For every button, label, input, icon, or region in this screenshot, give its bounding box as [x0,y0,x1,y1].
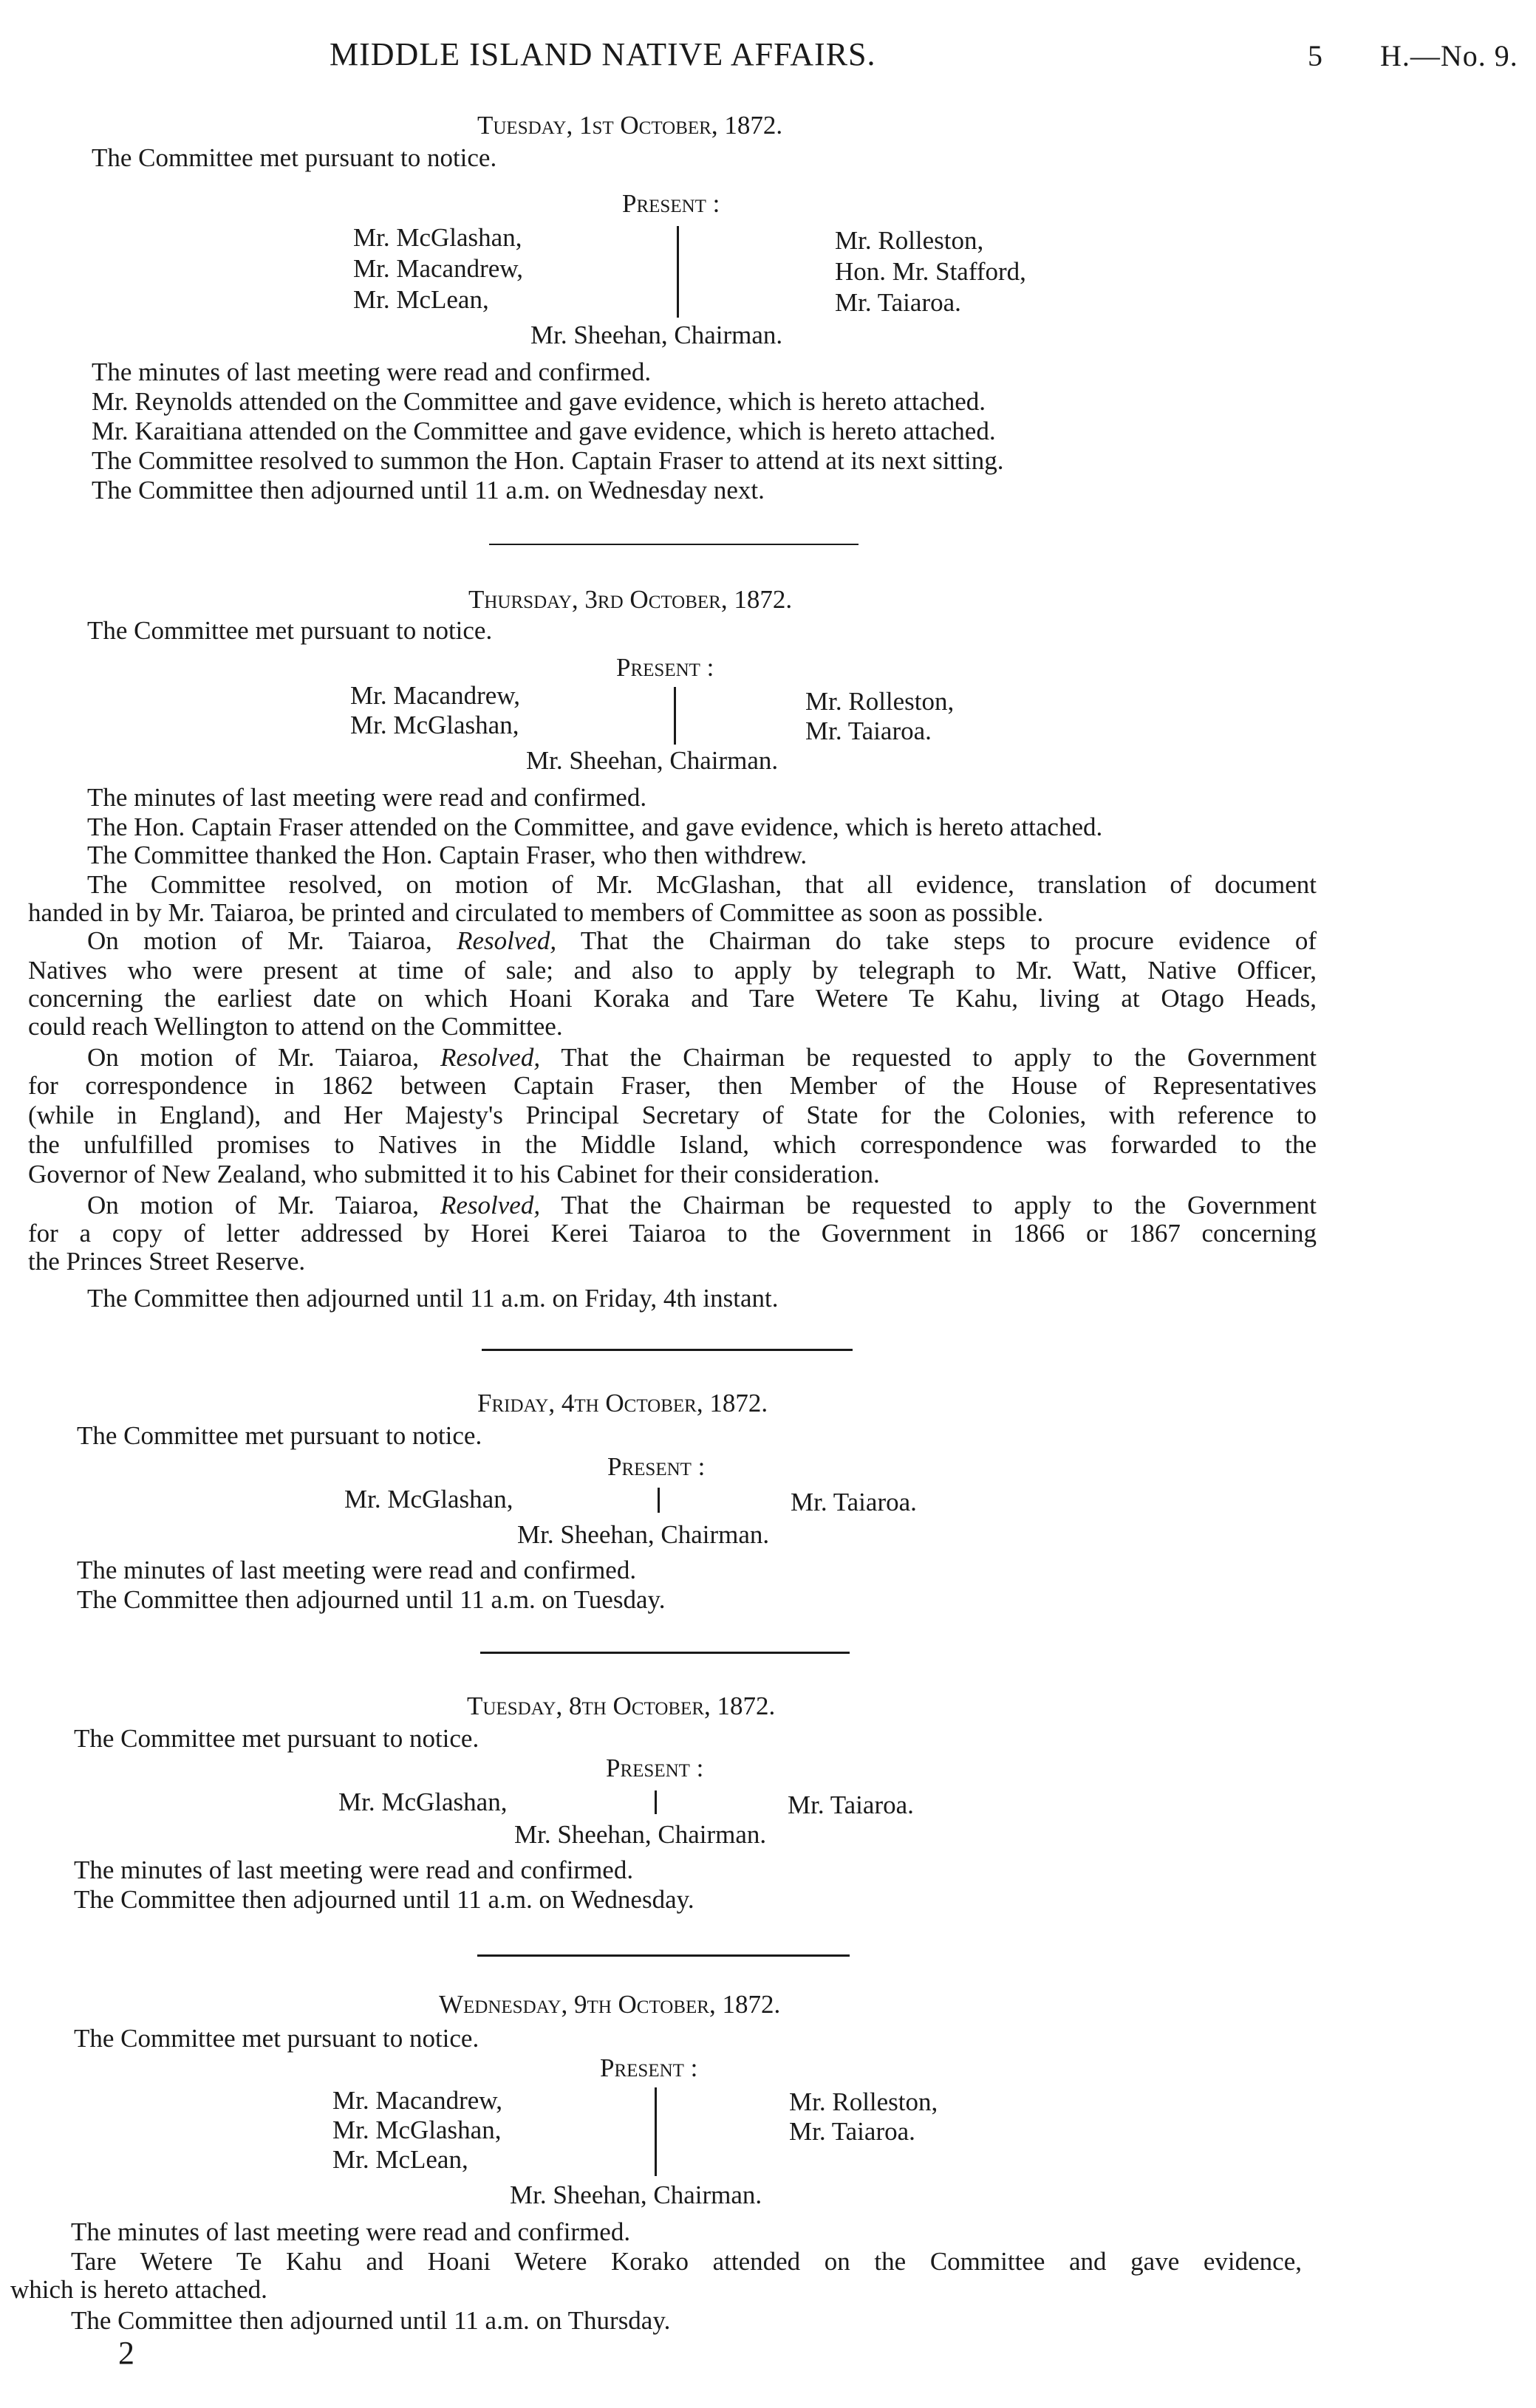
minute-line: The Committee resolved to summon the Hon. Captain Fraser to attend at its next sitting. [92,446,1004,475]
attendee-divider [658,1488,660,1513]
section-divider [477,1954,850,1957]
attendee-right: Mr. Taiaroa. [791,1488,917,1516]
minute-line: could reach Wellington to attend on the Committee. [28,1012,563,1041]
resolution-lead [87,1043,1317,1073]
attendee-right: Mr. Taiaroa. [788,1790,914,1819]
resolution-prefix: On motion of Mr. Taiaroa, [87,1191,441,1220]
present-label: Present : [622,189,720,218]
attendee-right: Mr. Taiaroa. [805,716,932,745]
resolution-suffix: That the Chairman be requested to apply to the Government [540,1043,1317,1072]
minute-line: concerning the earliest date on which Hoani Koraka and Tare Wetere Te Kahu, living at Otago Heads, [28,984,1317,1013]
attendee-left: Mr. Macandrew, [350,681,521,710]
attendee-left: Mr. McGlashan, [332,2115,502,2144]
minute-line: Tare Wetere Te Kahu and Hoani Wetere Korako attended on the Committee and gave evidence, [71,2247,1302,2276]
attendee-right: Mr. Rolleston, [805,687,955,716]
attendee-left: Mr. McGlashan, [353,223,522,252]
meeting-intro: The Committee met pursuant to notice. [77,1421,482,1450]
minute-line: The Committee then adjourned until 11 a.m. on Thursday. [71,2306,671,2335]
attendee-divider [677,226,679,318]
attendee-left: Mr. McGlashan, [338,1788,508,1816]
resolution-prefix: On motion of Mr. Taiaroa, [87,1043,441,1072]
resolution-prefix: On motion of Mr. Taiaroa, [87,926,457,955]
minute-line: Mr. Reynolds attended on the Committee and gave evidence, which is hereto attached. [92,387,986,416]
present-label: Present : [600,2053,698,2082]
attendee-left: Mr. McLean, [353,285,489,314]
attendee-divider [655,2087,657,2176]
section-divider [480,1652,850,1654]
signature-mark: 2 [118,2335,134,2371]
minute-line: The Committee then adjourned until 11 a.m. on Wednesday next. [92,476,765,504]
meeting-intro: The Committee met pursuant to notice. [87,616,493,645]
chairman: Mr. Sheehan, Chairman. [530,321,783,349]
meeting-date: Tuesday, 1st October, 1872. [477,111,783,140]
chairman: Mr. Sheehan, Chairman. [526,746,779,775]
meeting-date: Friday, 4th October, 1872. [477,1389,768,1417]
minute-line: handed in by Mr. Taiaroa, be printed and circulated to members of Committee as soon as possible. [28,898,1044,927]
section-divider [482,1349,853,1351]
meeting-date: Wednesday, 9th October, 1872. [439,1990,781,2019]
minute-line: Mr. Karaitiana attended on the Committee and gave evidence, which is hereto attached. [92,417,996,445]
present-label: Present : [607,1452,706,1481]
attendee-right: Mr. Taiaroa. [835,288,961,317]
minute-line: The minutes of last meeting were read and confirmed. [71,2217,631,2246]
attendee-left: Mr. McGlashan, [344,1485,513,1513]
meeting-intro: The Committee met pursuant to notice. [74,1724,479,1753]
document-reference: H.—No. 9. [1380,39,1518,72]
minute-line: The minutes of last meeting were read and confirmed. [87,783,647,812]
minute-line: The Committee thanked the Hon. Captain Fraser, who then withdrew. [87,841,808,869]
minute-line: for a copy of letter addressed by Horei Kerei Taiaroa to the Government in 1866 or 1867 concerning [28,1219,1317,1248]
present-label: Present : [606,1754,704,1782]
resolution-lead [87,1191,1317,1220]
attendee-divider [655,1790,657,1814]
present-label: Present : [616,653,714,682]
chairman: Mr. Sheehan, Chairman. [514,1820,767,1849]
attendee-right: Hon. Mr. Stafford, [835,257,1026,286]
attendee-left: Mr. McGlashan, [350,711,519,739]
attendee-left: Mr. McLean, [332,2145,468,2174]
meeting-date: Tuesday, 8th October, 1872. [467,1692,776,1720]
minute-line: the Princes Street Reserve. [28,1247,306,1276]
attendee-divider [674,687,676,745]
chairman: Mr. Sheehan, Chairman. [517,1520,770,1549]
minute-line: The Hon. Captain Fraser attended on the Committee, and gave evidence, which is hereto attached. [87,813,1103,841]
chairman: Mr. Sheehan, Chairman. [510,2180,762,2209]
minute-line: The minutes of last meeting were read and confirmed. [92,358,652,386]
resolved-emphasis: Resolved, [440,1191,541,1220]
minute-line: Governor of New Zealand, who submitted it to his Cabinet for their consideration. [28,1160,880,1188]
resolution-suffix: That the Chairman do take steps to procure evidence of [556,926,1317,955]
minute-line: which is hereto attached. [10,2275,267,2304]
meeting-intro: The Committee met pursuant to notice. [92,143,497,172]
page-number: 5 [1308,39,1323,72]
minute-line: The minutes of last meeting were read and confirmed. [77,1556,637,1584]
attendee-right: Mr. Rolleston, [835,226,984,255]
page-title: MIDDLE ISLAND NATIVE AFFAIRS. [330,36,876,72]
attendee-left: Mr. Macandrew, [353,254,524,283]
minute-line: (while in England), and Her Majesty's Principal Secretary of State for the Colonies, with reference to [28,1101,1317,1129]
minute-line: The Committee then adjourned until 11 a.m. on Friday, 4th instant. [87,1284,779,1313]
section-divider [489,544,859,545]
attendee-right: Mr. Rolleston, [789,2087,938,2116]
resolved-emphasis: Resolved, [457,926,557,955]
attendee-left: Mr. Macandrew, [332,2086,503,2115]
minute-line: The Committee then adjourned until 11 a.m. on Tuesday. [77,1585,666,1614]
minute-line: The Committee then adjourned until 11 a.m. on Wednesday. [74,1885,694,1914]
meeting-intro: The Committee met pursuant to notice. [74,2024,479,2053]
minute-line: Natives who were present at time of sale; and also to apply by telegraph to Mr. Watt, Native Officer, [28,956,1317,985]
minute-line: the unfulfilled promises to Natives in the Middle Island, which correspondence was forwarded to the [28,1130,1317,1159]
minute-line: for correspondence in 1862 between Captain Fraser, then Member of the House of Representatives [28,1071,1317,1100]
minute-line: The Committee resolved, on motion of Mr. McGlashan, that all evidence, translation of document [87,870,1317,899]
meeting-date: Thursday, 3rd October, 1872. [468,585,793,614]
resolved-emphasis: Resolved, [440,1043,541,1072]
resolution-lead [87,926,1317,956]
minute-line: The minutes of last meeting were read and confirmed. [74,1855,634,1884]
attendee-right: Mr. Taiaroa. [789,2117,915,2146]
resolution-suffix: That the Chairman be requested to apply to the Government [540,1191,1317,1220]
